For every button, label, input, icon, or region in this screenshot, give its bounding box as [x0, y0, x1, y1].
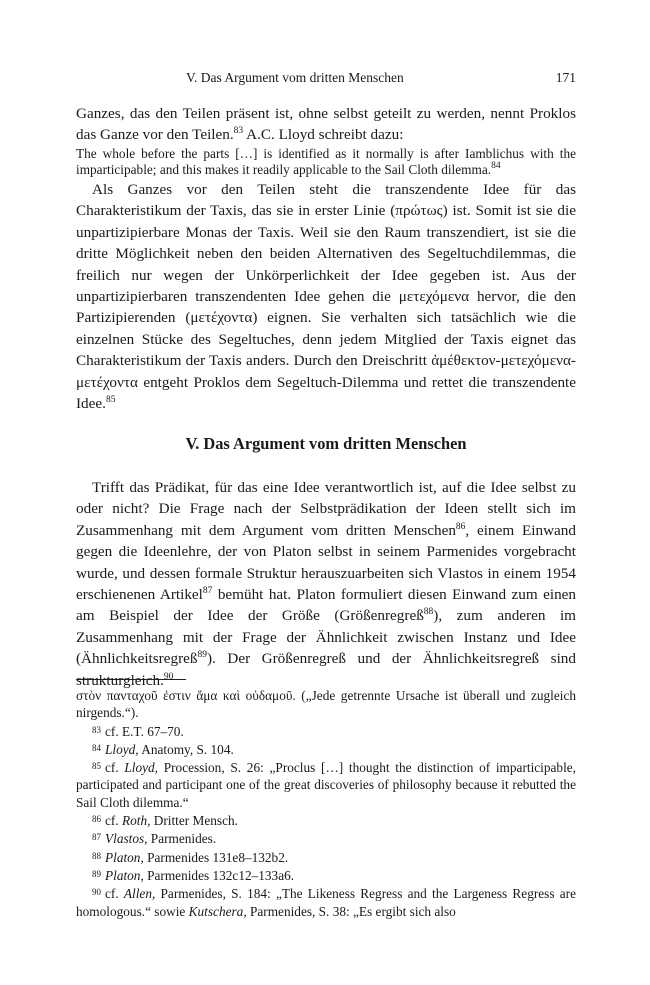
footnote-87: $^{87}$ Vlastos, Parmenides.	[92, 831, 217, 847]
footnote-continuation: στὸν πανταχοῦ ἐστιν ἅμα καὶ οὐδαμοῦ. („Jede getrennte Ursache ist überall und zugleich nirgends.“).	[76, 688, 576, 721]
footnote-89: $^{89}$ Platon, Parmenides 132c12–133a6.	[92, 867, 295, 883]
footnote-85: $^{85}$ cf. Lloyd, Procession, S. 26: „Proclus […] thought the distinction of imparticipable, participated and participant one of the great discoveries of philosophy because it rebutted the Sail Cloth dilemma.“	[76, 760, 576, 810]
footnote-ref-85: 85	[105, 395, 116, 406]
running-title: V. Das Argument vom dritten Menschen	[186, 70, 404, 85]
footnote-ref-84: 84	[491, 161, 501, 172]
footnote-ref-86: 86	[455, 521, 466, 532]
body-text	[76, 103, 576, 691]
footnote-83: $^{83}$ cf. E.T. 67–70.	[92, 723, 184, 739]
footnote-84: $^{84}$ Lloyd, Anatomy, S. 104.	[92, 741, 234, 757]
footnote-ref-90: 90	[163, 671, 174, 682]
greek-term: πρώτως	[395, 202, 443, 220]
paragraph-2: Als Ganzes vor den Teilen steht die transzendente Idee für das Charakteristikum der Taxis, das sie in erster Linie (πρώτως) ist. Somit ist sie die unpartizipierbare Monas der Taxis. Weil sie den Raum transzendiert, ist sie die dritte Möglichkeit neben den beiden Alternativen des Segeltuchdilemmas, die freilich nur wegen der Unkörperlichkeit der Idee gegeben ist. Aus der unpartizipierbaren transzendenten Idee gehen die μετεχόμενα hervor, die den Partizipierenden (μετέχοντα) eignen. Sie verhalten sich tatsächlich wie die einzelnen Stücke des Segeltuches, denn jedem Mitglied der Taxis eignet das Charakteristikum der Taxis anders. Durch den Dreischritt ἀμέθεκτον-μετεχόμενα-μετέχοντα entgeht Proklos dem Segeltuch-Dilemma und rettet die transzendente Idee.$^{85}$	[76, 181, 576, 413]
footnote-ref-83: 83	[233, 126, 244, 137]
footnote-ref-89: 89	[197, 650, 207, 661]
footnote-ref-87: 87	[202, 585, 213, 596]
footnote-88: $^{88}$ Platon, Parmenides 131e8–132b2.	[92, 849, 289, 865]
footnote-ref-88: 88	[423, 607, 434, 618]
page-number: 171	[555, 70, 576, 85]
greek-term: μετέχοντα	[190, 309, 253, 327]
running-head	[76, 70, 576, 90]
paragraph-1: Ganzes, das den Teilen präsent ist, ohne selbst geteilt zu werden, nennt Proklos das Ganze vor den Teilen.$^{83}$ A.C. Lloyd schreibt dazu:	[76, 105, 576, 144]
paragraph-3: Trifft das Prädikat, für das eine Idee verantwortlich ist, auf die Idee selbst zu oder nicht? Die Frage nach der Selbstprädikation der Ideen stellt sich im Zusammenhang mit dem Argument vom dritten Menschen$^{86}$, einem Einwand gegen die Ideenlehre, der von Platon selbst in seinem Parmenides vorgebracht wurde, und dessen formale Struktur herauszuarbeiten sich Vlastos in einem 1954 erschienenen Artikel$^{87}$ bemüht hat. Platon formuliert diesen Einwand zum einen am Beispiel der Idee der Größe (Größenregreß$^{88}$), zum anderen im Zusammenhang mit der Frage der Ähnlichkeit zwischen Instanz und Idee (Ähnlichkeitsregreß$^{89}$). Der Größenregreß und der Ähnlichkeitsregreß sind strukturgleich.$^{90}$	[76, 478, 576, 689]
section-heading: V. Das Argument vom dritten Menschen	[185, 434, 467, 454]
footnote-86: $^{86}$ cf. Roth, Dritter Mensch.	[92, 813, 238, 829]
footnote-rule	[76, 679, 186, 680]
greek-term: μετεχόμενα	[398, 288, 470, 306]
footnote-90: $^{90}$ cf. Allen, Parmenides, S. 184: „The Likeness Regress and the Largeness Regress are homologous.“ sowie Kutschera, Parmenides, S. 38: „Es ergibt sich also	[76, 886, 576, 919]
footnotes	[76, 687, 576, 920]
block-quote: The whole before the parts […] is identified as it normally is after Iamblichus with the imparticipable; and this makes it readily applicable to the Sail Cloth dilemma.$^{84}$	[76, 145, 576, 178]
greek-term: ἀμέθεκτον-μετεχόμενα-μετέχοντα	[76, 352, 576, 391]
